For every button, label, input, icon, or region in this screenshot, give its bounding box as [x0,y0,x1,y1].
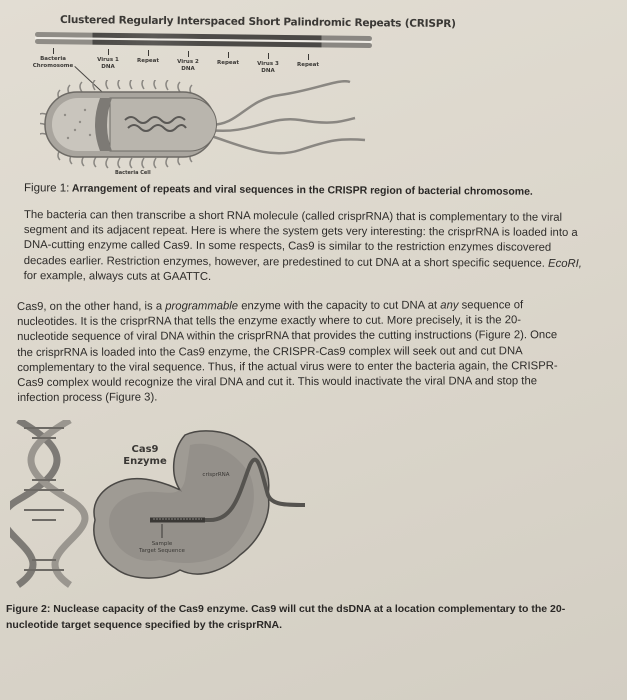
tick-mark [228,52,229,58]
tick-mark [188,51,189,57]
sample-target-sequence-label: Sample Target Sequence [139,541,185,554]
segment-label-repeat-3: Repeat [283,54,333,69]
dna-helix-icon [10,420,85,585]
flagellum-icon [210,81,350,125]
segment-label-repeat-1: Repeat [123,50,173,65]
italic-any: any [440,299,459,312]
paragraph-crisprrna: The bacteria can then transcribe a short RNA molecule (called crisprRNA) that is complementary to the viral segment and its adjacent repeat. Here is where the system gets very interesting: the crisprRNA is loaded into a DNA-cutting enzyme called Cas9. In some respects, Cas9 is similar to the restriction enzymes discovered decades earlier. Restriction enzymes, however, are predestined to cut DNA at a short specific sequence. EcoRI, for example, always cuts at GAATTC. [23,208,582,283]
figure1-caption-text: Arrangement of repeats and viral sequences in the CRISPR region of bacterial chromosome. [71,182,533,198]
paragraph-cas9: Cas9, on the other hand, is a programmable enzyme with the capacity to cut DNA at any sequence of nucleotides. It is the crisprRNA that tells the enzyme exactly where to cut. More precisely, it is the 20- nucleotide sequence of viral DNA within the crisprRNA that provides the cutting instructions (Figure 2). Once the crisprRNA is loaded into the Cas9 enzyme, the CRISPR-Cas9 complex will seek out and cut DNA complementary to the viral sequence. Thus, if the actual virus were to enter the bacteria again, the CRISPR- Cas9 complex would recognize the viral DNA and cut it. This would inactivate the viral DNA and stop the infection process (Figure 3). [17,299,558,405]
tick-mark [148,50,149,56]
figure1-title: Clustered Regularly Interspaced Short Palindromic Repeats (CRISPR) [59,13,456,31]
italic-programmable: programmable [165,300,239,313]
segment-label-virus1-dna: Virus 1 DNA [83,49,133,70]
cas9-enzyme-label: Cas9 Enzyme [123,444,167,467]
italic-ecori: EcoRI, [548,257,582,270]
tick-mark [268,53,269,59]
flagellum-icon [208,135,365,153]
figure1-caption [24,182,533,198]
tick-mark [108,49,109,55]
segment-label-virus2-dna: Virus 2 DNA [163,51,213,72]
segment-label-virus3-dna: Virus 3 DNA [243,53,293,74]
figure1-caption-label: Figure 1: [23,182,70,195]
crisprrna-label: crisprRNA [202,472,230,478]
segment-label-bacteria-chromosome: Bacteria Chromosome [28,48,78,69]
tick-mark [308,54,309,60]
segment-label-repeat-2: Repeat [203,52,253,67]
figure2-caption: Figure 2: Nuclease capacity of the Cas9 enzyme. Cas9 will cut the dsDNA at a location complementary to the 20- nucleotide target sequence specified by the crisprRNA. [6,603,566,631]
tick-mark [53,48,54,54]
bacteria-cell-illustration [40,80,380,170]
bacteria-cell-label: Bacteria Cell [115,170,151,176]
